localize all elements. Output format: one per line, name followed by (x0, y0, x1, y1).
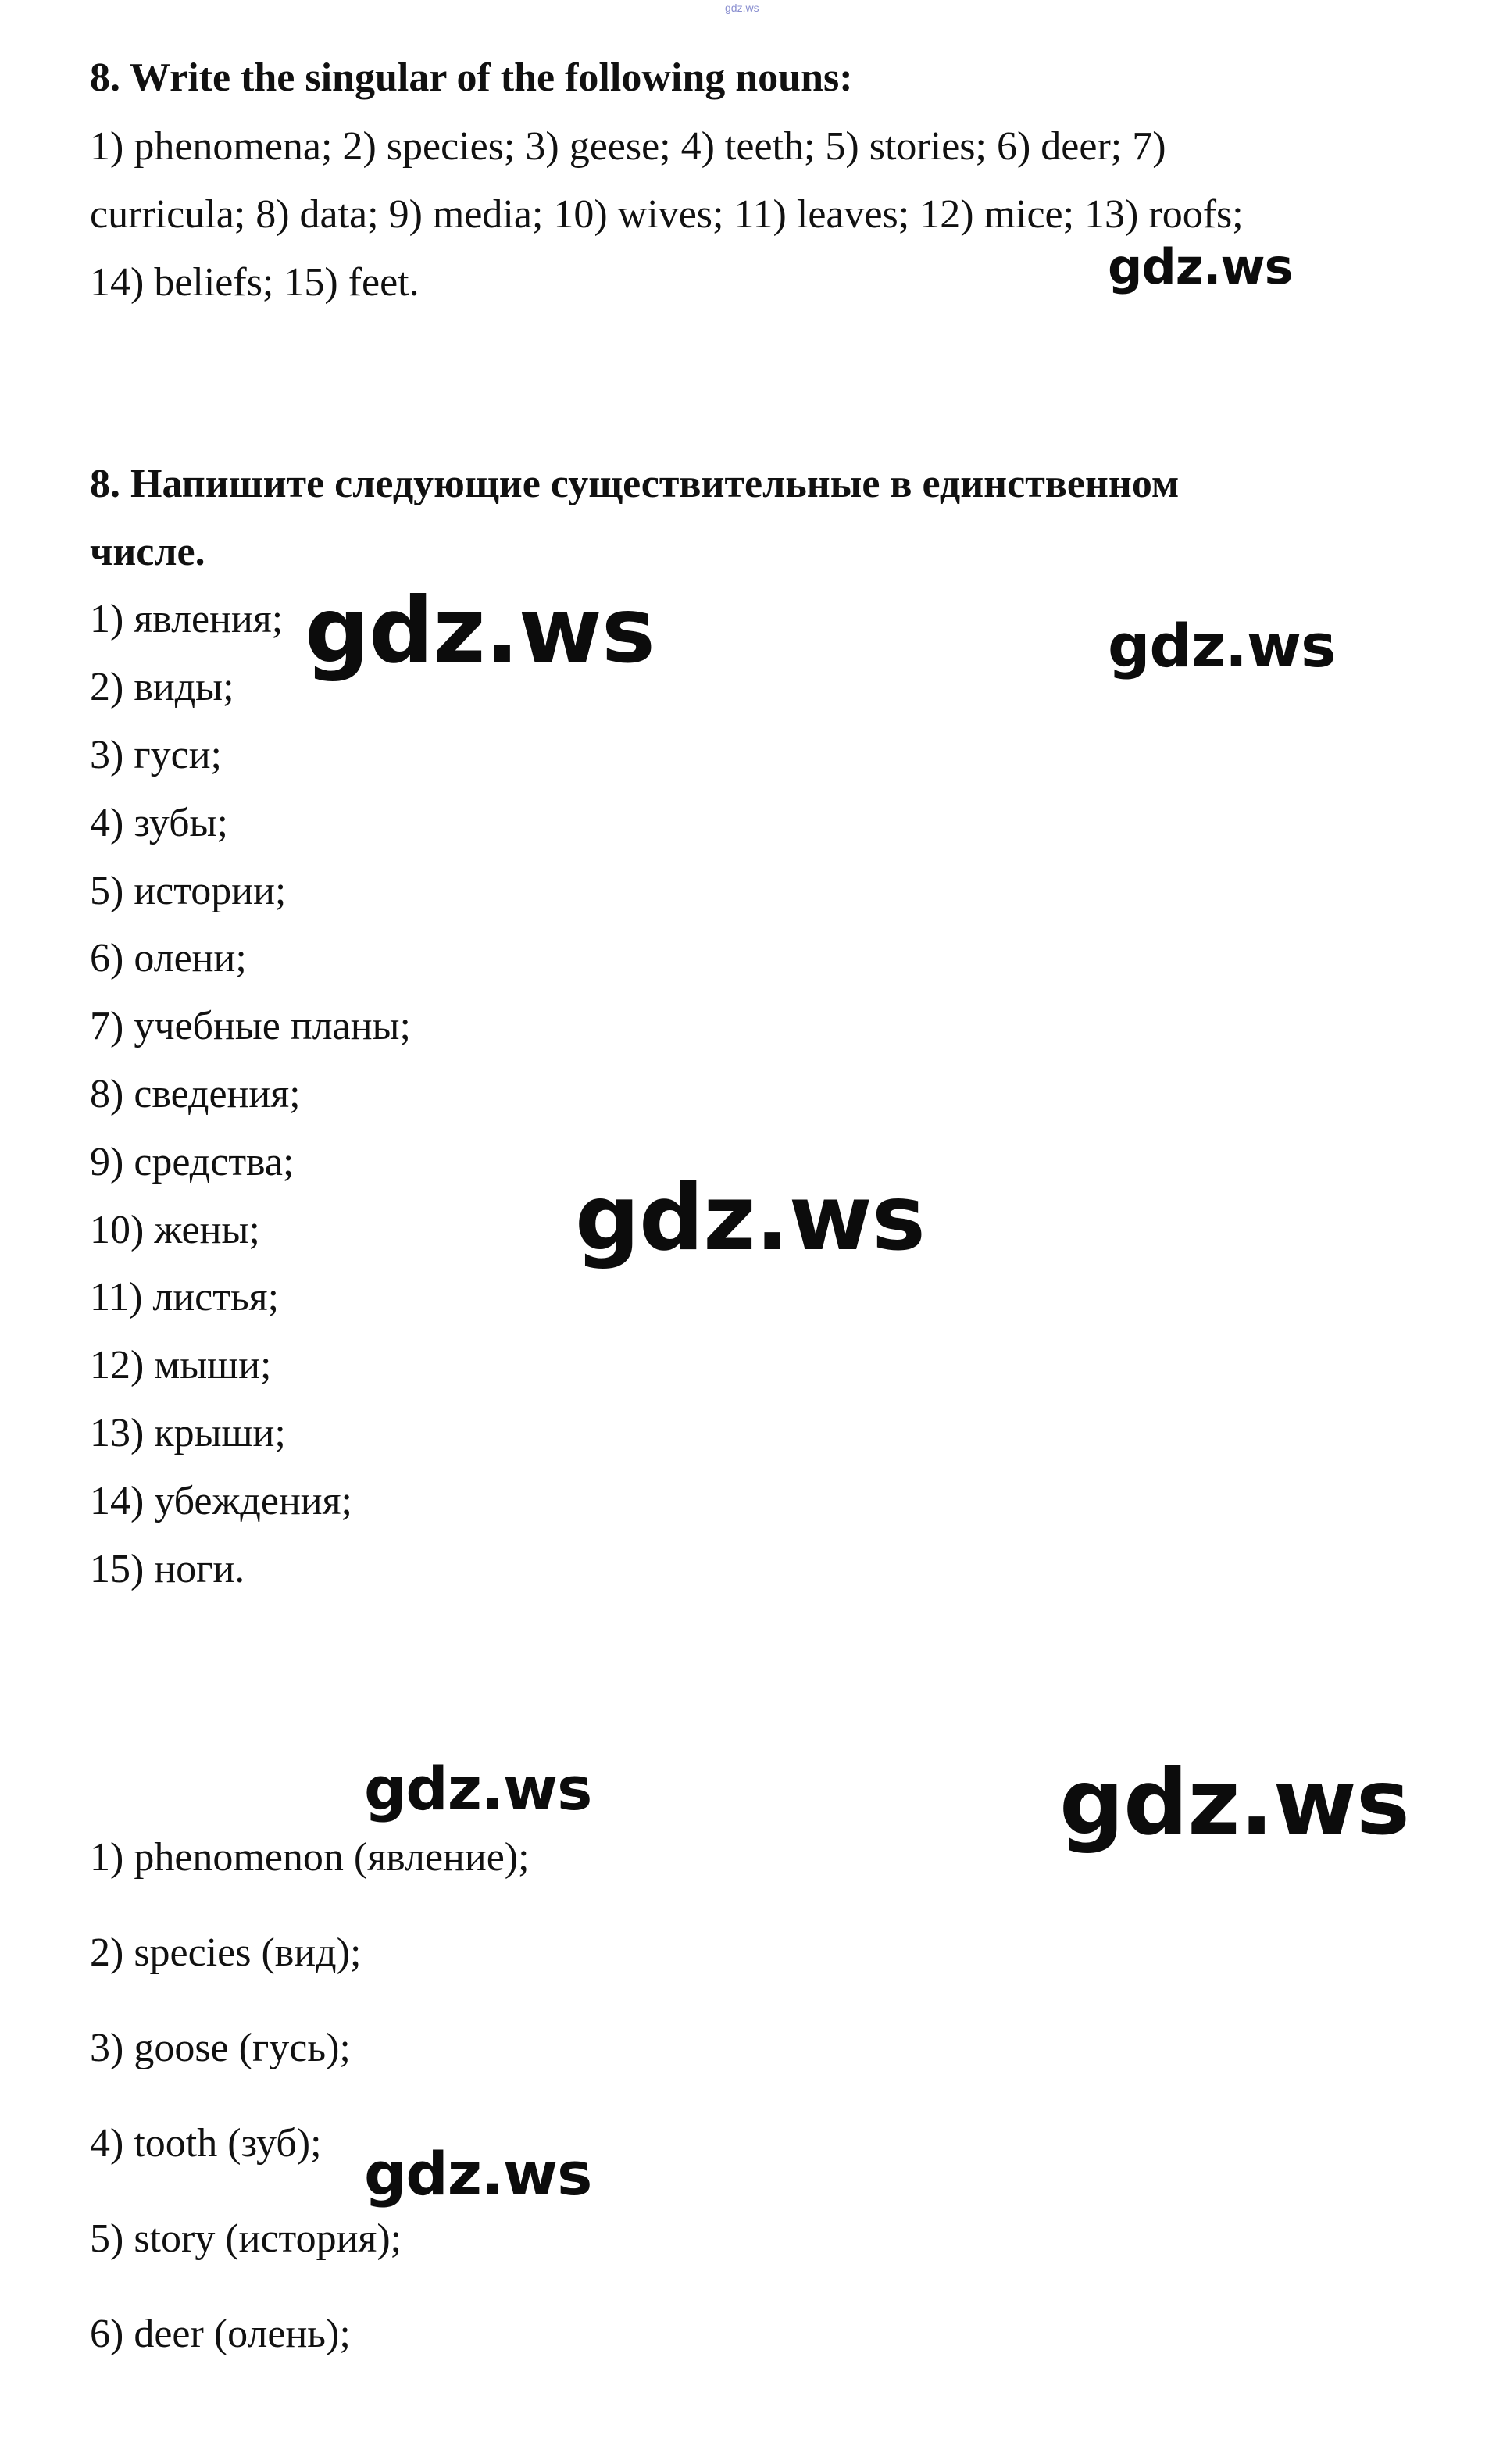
task-text-line: 14) beliefs; 15) feet. (90, 260, 419, 305)
task-text-line: curricula; 8) data; 9) media; 10) wives; 11) leaves; 12) mice; 13) roofs; (90, 192, 1244, 237)
answer-item: 2) species (вид); (90, 1930, 362, 1975)
watermark: gdz.ws (305, 578, 655, 684)
task-heading-ru-cont: числе. (90, 530, 205, 574)
list-item: 13) крыши; (90, 1411, 286, 1455)
list-item: 4) зубы; (90, 801, 228, 845)
watermark: gdz.ws (1108, 238, 1293, 295)
list-item: 1) явления; (90, 597, 284, 641)
list-item: 10) жены; (90, 1208, 260, 1252)
list-item: 8) сведения; (90, 1072, 301, 1116)
answer-item: 1) phenomenon (явление); (90, 1835, 530, 1880)
watermark: gdz.ws (364, 1754, 592, 1823)
list-item: 14) убеждения; (90, 1479, 352, 1523)
list-item: 6) олени; (90, 936, 247, 980)
answer-item: 6) deer (олень); (90, 2312, 351, 2356)
watermark: gdz.ws (1108, 611, 1336, 680)
task-text-line: 1) phenomena; 2) species; 3) geese; 4) teeth; 5) stories; 6) deer; 7) (90, 124, 1166, 169)
watermark: gdz.ws (575, 1166, 925, 1271)
task-heading-ru: 8. Напишите следующие существительные в единственном (90, 462, 1180, 506)
list-item: 15) ноги. (90, 1547, 245, 1591)
list-item: 5) истории; (90, 869, 287, 913)
list-item: 2) виды; (90, 665, 234, 709)
answer-item: 3) goose (гусь); (90, 2026, 351, 2070)
top-watermark: gdz.ws (725, 2, 759, 14)
task-heading-en: 8. Write the singular of the following nouns: (90, 55, 853, 100)
list-item: 7) учебные планы; (90, 1004, 411, 1048)
list-item: 12) мыши; (90, 1343, 272, 1387)
watermark: gdz.ws (1059, 1750, 1409, 1855)
answer-item: 5) story (история); (90, 2216, 402, 2261)
list-item: 3) гуси; (90, 733, 222, 777)
list-item: 9) средства; (90, 1140, 295, 1184)
answer-item: 4) tooth (зуб); (90, 2121, 322, 2166)
list-item: 11) листья; (90, 1275, 280, 1319)
watermark: gdz.ws (364, 2139, 592, 2209)
